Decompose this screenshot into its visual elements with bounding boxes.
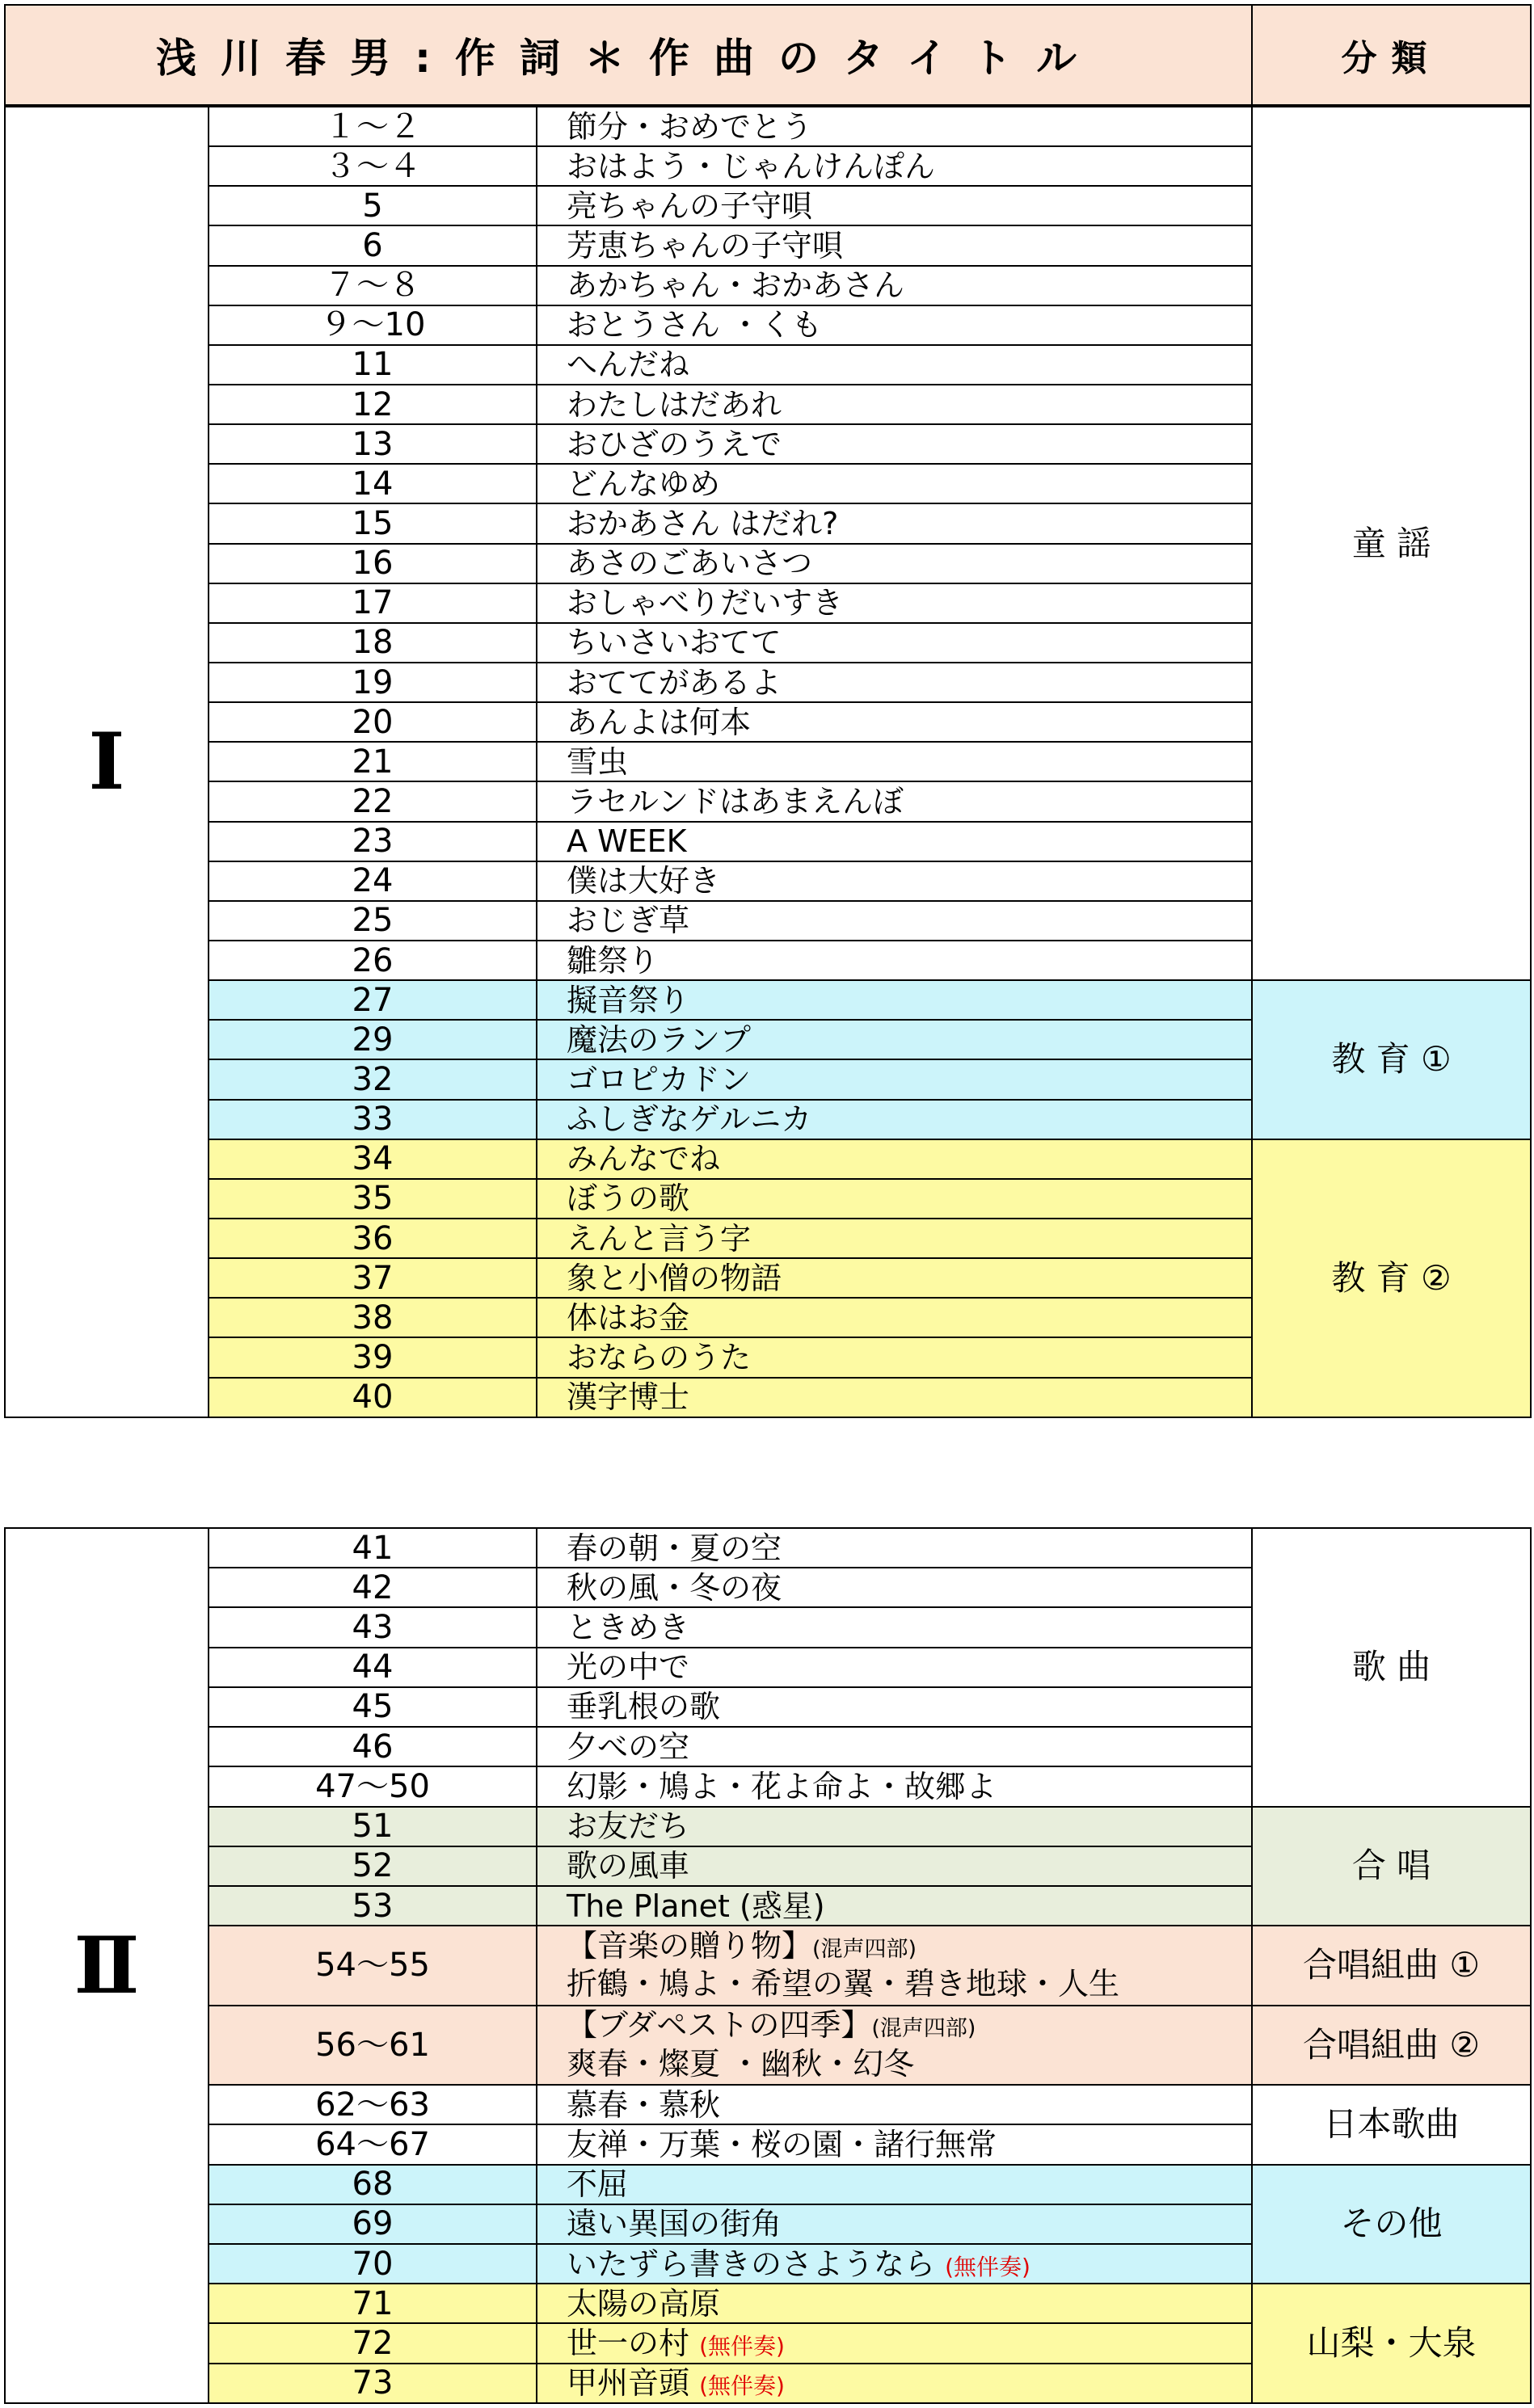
piece-title-text: わたしはだあれ [567,386,782,423]
piece-title-text: あさのごあいさつ [567,545,813,582]
piece-title-text: おかあさん はだれ? [567,505,839,541]
piece-title [537,2165,1252,2204]
category-label: 教 育 ② [1252,1139,1531,1417]
header-table [4,4,1532,106]
piece-title [537,2284,1252,2323]
suite-name: 【音楽の贈り物】 [567,1927,813,1964]
piece-number: 64～67 [209,2124,537,2164]
piece-title-text: ときめき [567,1610,690,1646]
suite-heading-line [567,2006,1251,2045]
piece-title-text: へんだね [567,347,690,383]
piece-title [537,186,1252,225]
piece-title [537,1219,1252,1258]
piece-number: 56～61 [209,2006,537,2085]
piece-title-text: The Planet (惑星) [567,1888,825,1924]
piece-title-text: 垂乳根の歌 [567,1689,721,1725]
a-cappella-note: (無伴奏) [945,2253,1030,2280]
piece-number: 36 [209,1219,537,1258]
piece-title-text: あんよは何本 [567,704,752,740]
section-2-table [4,1527,1532,2404]
piece-title [537,544,1252,583]
piece-title [537,1926,1252,2005]
piece-title-text: おはよう・じゃんけんぽん [567,148,936,184]
piece-number: 13 [209,424,537,464]
piece-title [537,822,1252,861]
piece-title-text: おひざのうえで [567,426,782,462]
piece-number: 52 [209,1846,537,1886]
piece-title-text: 節分・おめでとう [567,108,813,145]
piece-number: 69 [209,2204,537,2244]
section-label: Ⅰ [5,107,209,1417]
piece-title [537,2124,1252,2164]
table-row [5,1807,1531,1846]
piece-title-text: 幻影・鳩よ・花よ命よ・故郷よ [567,1768,997,1804]
piece-number: 51 [209,1807,537,1846]
piece-number: 25 [209,901,537,941]
piece-title-text: ちいさいおてて [567,625,782,661]
piece-number: 54～55 [209,1926,537,2005]
piece-number: 24 [209,861,537,901]
piece-title-text: おじぎ草 [567,903,690,939]
piece-title [537,861,1252,901]
piece-title [537,1766,1252,1806]
piece-number: 5 [209,186,537,225]
piece-title-text: 擬音祭り [567,982,690,1018]
piece-title-text: 雪虫 [567,743,629,780]
piece-number: 53 [209,1886,537,1926]
piece-title-text: 僕は大好き [567,863,721,899]
piece-title-text: ゴロピカドン [567,1061,752,1097]
piece-number: ７～８ [209,266,537,305]
piece-number: 40 [209,1378,537,1417]
piece-number: 42 [209,1568,537,1607]
piece-number: 29 [209,1020,537,1059]
piece-number: 26 [209,941,537,980]
table-row [5,2006,1531,2085]
piece-title-text: 慕春・慕秋 [567,2086,721,2123]
piece-title-text: 秋の風・冬の夜 [567,1569,782,1606]
piece-title-text: ぼうの歌 [567,1181,690,1217]
piece-title [537,345,1252,385]
piece-number: 11 [209,345,537,385]
piece-number: 71 [209,2284,537,2323]
piece-title [537,266,1252,305]
piece-title [537,1258,1252,1298]
piece-title [537,225,1252,265]
piece-title-text: あかちゃん・おかあさん [567,267,905,304]
piece-title-text: 体はお金 [567,1299,690,1336]
piece-title-text: みんなでね [567,1141,721,1177]
piece-number: 41 [209,1528,537,1568]
voicing-note: (混声四部) [871,2016,976,2042]
piece-title [537,2244,1252,2284]
category-label: 童 謡 [1252,107,1531,980]
section-label: Ⅱ [5,1528,209,2403]
piece-number: ９～10 [209,305,537,345]
piece-title [537,901,1252,941]
table-title: 浅川春男:作詞＊作曲のタイトル [5,5,1252,105]
a-cappella-note: (無伴奏) [699,2372,785,2400]
table-row [5,1926,1531,2005]
piece-title [537,1378,1252,1417]
piece-title [537,464,1252,503]
piece-number: 73 [209,2364,537,2403]
piece-number: 21 [209,742,537,781]
piece-number: 15 [209,503,537,543]
piece-number: 47～50 [209,1766,537,1806]
piece-title-text: 魔法のランプ [567,1021,752,1058]
piece-title [537,305,1252,345]
piece-number: 68 [209,2165,537,2204]
piece-title [537,1337,1252,1377]
piece-number: 19 [209,663,537,702]
piece-title [537,702,1252,742]
piece-title [537,663,1252,702]
piece-title-text: おしゃべりだいすき [567,585,844,621]
piece-title-text: いたずら書きのさようなら [567,2246,936,2282]
piece-title-text: ふしぎなゲルニカ [567,1101,812,1138]
piece-title [537,385,1252,424]
piece-number: 38 [209,1298,537,1337]
piece-number: 72 [209,2323,537,2363]
category-label: 合唱組曲 ① [1252,1926,1531,2005]
category-label: 合唱組曲 ② [1252,2006,1531,2085]
piece-number: 35 [209,1179,537,1219]
table-row [5,2165,1531,2204]
piece-title [537,1687,1252,1727]
piece-number: 39 [209,1337,537,1377]
piece-title-text: 亮ちゃんの子守唄 [567,187,813,224]
piece-number: 20 [209,702,537,742]
piece-number: 44 [209,1648,537,1687]
piece-title [537,583,1252,623]
piece-number: 18 [209,623,537,663]
suite-name: 【ブダペストの四季】 [567,2007,872,2044]
category-label: 教 育 ① [1252,980,1531,1139]
piece-title [537,2364,1252,2403]
piece-title-text: 雛祭り [567,942,660,979]
piece-title-text: 夕べの空 [567,1728,690,1765]
piece-number: 6 [209,225,537,265]
piece-number: 16 [209,544,537,583]
piece-title-text: 春の朝・夏の空 [567,1530,782,1566]
piece-number: 14 [209,464,537,503]
piece-title-text: お友だち [567,1808,690,1845]
piece-title [537,1607,1252,1647]
piece-title-text: A WEEK [567,823,687,860]
piece-number: 33 [209,1100,537,1139]
table-row [5,1139,1531,1179]
piece-number: 12 [209,385,537,424]
piece-title-text: えんと言う字 [567,1220,752,1257]
piece-title-text: 友禅・万葉・桜の園・諸行無常 [567,2126,997,2162]
piece-title-text: 歌の風車 [567,1848,690,1884]
piece-title [537,980,1252,1020]
table-row [5,107,1531,146]
piece-title-text: 甲州音頭 [567,2365,690,2402]
piece-number: 32 [209,1059,537,1099]
piece-number: 17 [209,583,537,623]
piece-title-text: 光の中で [567,1649,690,1686]
category-label: 歌 曲 [1252,1528,1531,1807]
piece-title-text: 不屈 [567,2166,629,2203]
table-row [5,2085,1531,2124]
piece-title-text: 芳恵ちゃんの子守唄 [567,227,844,263]
piece-title [537,1727,1252,1766]
suite-heading-line [567,1927,1251,1966]
piece-title [537,503,1252,543]
piece-title-text: ラセルンドはあまえんぼ [567,783,904,819]
piece-title [537,1179,1252,1219]
piece-number: 45 [209,1687,537,1727]
suite-movements: 爽春・燦夏 ・幽秋・幻冬 [567,2045,915,2082]
piece-title [537,2323,1252,2363]
piece-title-text: どんなゆめ [567,465,721,502]
piece-number: 34 [209,1139,537,1179]
piece-title [537,2006,1252,2085]
table-row [5,1528,1531,1568]
piece-title-text: おならのうた [567,1339,752,1375]
category-label: 日本歌曲 [1252,2085,1531,2164]
section-1-table [4,106,1532,1418]
piece-title-text: 遠い異国の街角 [567,2206,782,2242]
category-label: 山梨・大泉 [1252,2284,1531,2403]
piece-title-text: 漢字博士 [567,1379,690,1416]
piece-title-text: 象と小僧の物語 [567,1260,782,1296]
piece-number: 27 [209,980,537,1020]
piece-title-text: おててがあるよ [567,664,782,701]
piece-title [537,1139,1252,1179]
piece-number: 43 [209,1607,537,1647]
suite-movements: 折鶴・鳩よ・希望の翼・碧き地球・人生 [567,1966,1120,2002]
header-row [5,5,1531,105]
piece-title [537,1568,1252,1607]
piece-title [537,1298,1252,1337]
piece-number: 37 [209,1258,537,1298]
piece-number: 23 [209,822,537,861]
table-row [5,980,1531,1020]
piece-title [537,2085,1252,2124]
piece-number: １～２ [209,107,537,146]
piece-title [537,1846,1252,1886]
category-label: 合 唱 [1252,1807,1531,1926]
piece-title [537,146,1252,186]
piece-title [537,1807,1252,1846]
voicing-note: (混声四部) [812,1936,917,1962]
piece-title [537,781,1252,821]
piece-title [537,742,1252,781]
piece-title [537,1059,1252,1099]
category-column-header: 分類 [1252,5,1531,105]
piece-title [537,1020,1252,1059]
category-label: その他 [1252,2165,1531,2284]
piece-title-text: おとうさん ・くも [567,307,823,343]
piece-title [537,1886,1252,1926]
piece-number: 46 [209,1727,537,1766]
piece-title-text: 世一の村 [567,2326,690,2362]
piece-title [537,1100,1252,1139]
piece-number: 62～63 [209,2085,537,2124]
a-cappella-note: (無伴奏) [699,2333,785,2360]
piece-title [537,941,1252,980]
piece-title [537,107,1252,146]
piece-title-text: 太陽の高原 [567,2285,721,2322]
piece-number: 70 [209,2244,537,2284]
piece-number: 22 [209,781,537,821]
section-1-body [5,107,1531,1417]
section-2-body [5,1528,1531,2403]
piece-title [537,1648,1252,1687]
piece-title [537,2204,1252,2244]
piece-number: ３～４ [209,146,537,186]
piece-title [537,424,1252,464]
piece-title [537,1528,1252,1568]
piece-title [537,623,1252,663]
table-row [5,2284,1531,2323]
